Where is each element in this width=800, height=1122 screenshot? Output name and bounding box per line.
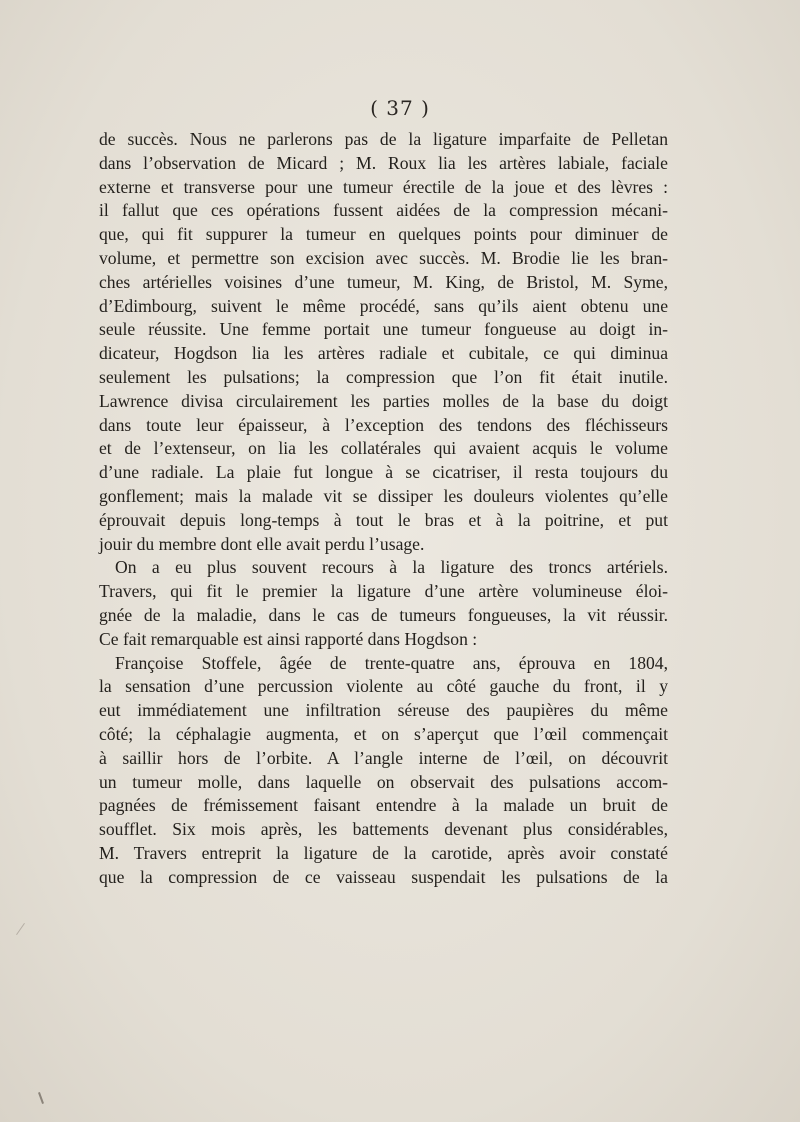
text-line: soufflet. Six mois après, les battements devenant plus considérables, (99, 819, 668, 840)
text-line: à saillir hors de l’orbite. A l’angle interne de l’œil, on découvrit (99, 747, 668, 768)
text-line: la sensation d’une percussion violente au côté gauche du front, il y (99, 676, 668, 697)
text-line: dans toute leur épaisseur, à l’exception des tendons des fléchisseurs (99, 414, 668, 435)
text-line: dicateur, Hogdson lia les artères radiale et cubitale, ce qui diminua (99, 343, 668, 364)
text-line: pagnées de frémissement faisant entendre à la malade un bruit de (99, 795, 668, 816)
text-line: ches artérielles voisines d’une tumeur, M. King, de Bristol, M. Syme, (99, 271, 668, 292)
text-line: d’Edimbourg, suivent le même procédé, sans qu’ils aient obtenu une (99, 295, 668, 316)
text-line: externe et transverse pour une tumeur érectile de la joue et des lèvres : (99, 176, 668, 197)
text-line: il fallut que ces opérations fussent aidées de la compression mécani- (99, 200, 668, 221)
text-line: volume, et permettre son excision avec succès. M. Brodie lie les bran- (99, 247, 668, 268)
body-text (99, 128, 668, 890)
paper-blemish (16, 923, 25, 935)
text-line: que la compression de ce vaisseau suspendait les pulsations de la (99, 866, 668, 887)
text-line: seulement les pulsations; la compression que l’on fit était inutile. (99, 366, 668, 387)
paper-blemish (38, 1092, 44, 1104)
text-line: un tumeur molle, dans laquelle on observait des pulsations accom- (99, 771, 668, 792)
text-line: et de l’extenseur, on lia les collatérales qui avaient acquis le volume (99, 438, 668, 459)
text-line: M. Travers entreprit la ligature de la carotide, après avoir constaté (99, 842, 668, 863)
text-line: côté; la céphalagie augmenta, et on s’aperçut que l’œil commençait (99, 723, 668, 744)
text-line: éprouvait depuis long-temps à tout le bras et à la poitrine, et put (99, 509, 668, 530)
text-line: gnée de la maladie, dans le cas de tumeurs fongueuses, la vit réussir. (99, 604, 668, 625)
page-number: ( 37 ) (370, 96, 430, 120)
text-line: seule réussite. Une femme portait une tumeur fongueuse au doigt in- (99, 319, 668, 340)
text-line: eut immédiatement une infiltration séreuse des paupières du même (99, 700, 668, 721)
text-line: de succès. Nous ne parlerons pas de la ligature imparfaite de Pelletan (99, 129, 668, 149)
text-line: Travers, qui fit le premier la ligature d’une artère volumineuse éloi- (99, 581, 668, 602)
text-line: dans l’observation de Micard ; M. Roux lia les artères labiale, faciale (99, 152, 668, 173)
text-line: gonflement; mais la malade vit se dissiper les douleurs violentes qu’elle (99, 485, 668, 506)
paragraph-end-line: jouir du membre dont elle avait perdu l’usage. (99, 533, 425, 554)
text-line: d’une radiale. La plaie fut longue à se cicatriser, il resta toujours du (99, 462, 668, 483)
paragraph-start-line: Françoise Stoffele, âgée de trente-quatre ans, éprouva en 1804, (115, 652, 668, 673)
text-line: Lawrence divisa circulairement les parties molles de la base du doigt (99, 390, 668, 411)
text-line: que, qui fit suppurer la tumeur en quelques points pour diminuer de (99, 224, 668, 245)
paragraph-start-line: On a eu plus souvent recours à la ligature des troncs artériels. (115, 557, 668, 578)
paragraph-end-line: Ce fait remarquable est ainsi rapporté dans Hogdson : (99, 628, 478, 649)
